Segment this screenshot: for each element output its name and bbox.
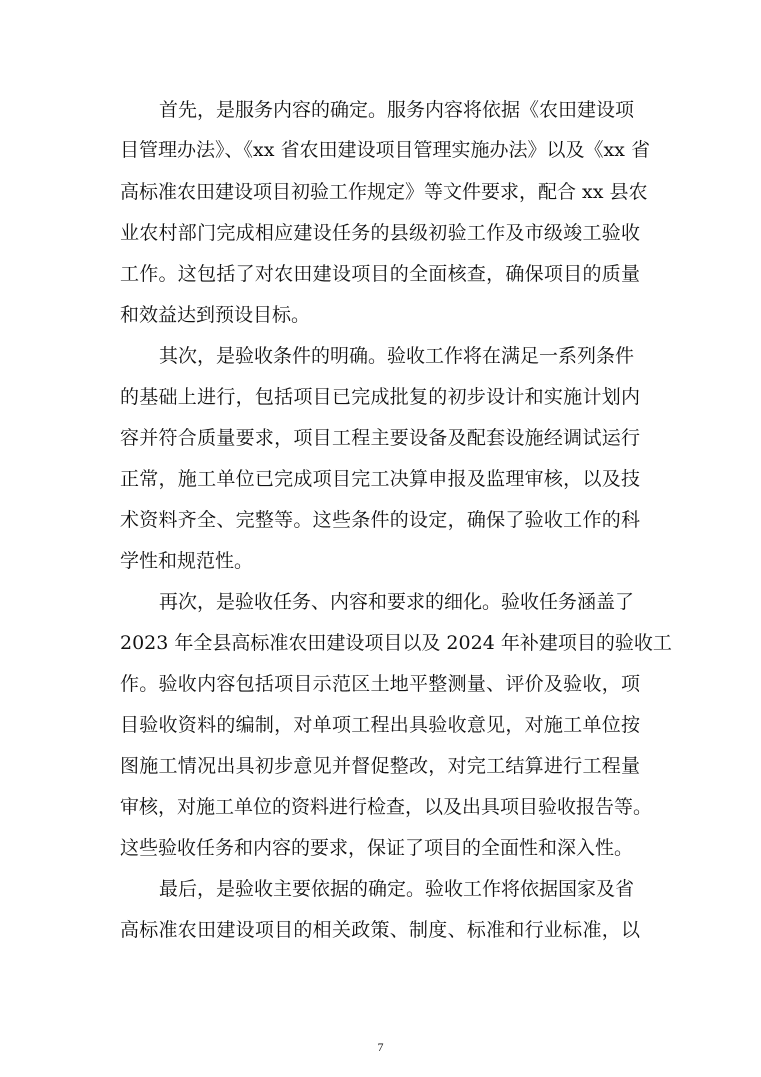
page-number: 7 <box>377 1040 384 1054</box>
text-line: 其次，是验收条件的明确。验收工作将在满足一系列条件 <box>159 345 635 367</box>
text-line: 容并符合质量要求，项目工程主要设备及配套设施经调试运行 <box>120 427 640 449</box>
text-line: 再次，是验收任务、内容和要求的细化。验收任务涵盖了 <box>159 591 635 613</box>
text-line: 目验收资料的编制，对单项工程出具验收意见，对施工单位按 <box>120 714 640 736</box>
text-line: 2023 年全县高标准农田建设项目以及 2024 年补建项目的验收工 <box>120 632 672 654</box>
text-line: 业农村部门完成相应建设任务的县级初验工作及市级竣工验收 <box>120 222 640 244</box>
text-line: 首先，是服务内容的确定。服务内容将依据《农田建设项 <box>159 99 635 121</box>
text-line: 高标准农田建设项目的相关政策、制度、标准和行业标准，以 <box>120 919 640 941</box>
text-line: 高标准农田建设项目初验工作规定》等文件要求，配合 xx 县农 <box>120 181 648 203</box>
text-line: 正常，施工单位已完成项目完工决算申报及监理审核，以及技 <box>120 468 640 490</box>
text-line: 这些验收任务和内容的要求，保证了项目的全面性和深入性。 <box>120 837 634 859</box>
text-line: 的基础上进行，包括项目已完成批复的初步设计和实施计划内 <box>120 386 640 408</box>
text-line: 最后，是验收主要依据的确定。验收工作将依据国家及省 <box>159 878 635 900</box>
text-line: 作。验收内容包括项目示范区土地平整测量、评价及验收，项 <box>120 673 640 695</box>
text-line: 术资料齐全、完整等。这些条件的设定，确保了验收工作的科 <box>120 509 640 531</box>
text-line: 和效益达到预设目标。 <box>120 304 311 326</box>
text-line: 图施工情况出具初步意见并督促整改，对完工结算进行工程量 <box>120 755 640 777</box>
text-line: 学性和规范性。 <box>120 550 254 572</box>
text-line: 工作。这包括了对农田建设项目的全面核查，确保项目的质量 <box>120 263 640 285</box>
text-line: 审核，对施工单位的资料进行检查，以及出具项目验收报告等。 <box>120 796 653 818</box>
text-line: 目管理办法》、《xx 省农田建设项目管理实施办法》以及《xx 省 <box>120 139 650 161</box>
